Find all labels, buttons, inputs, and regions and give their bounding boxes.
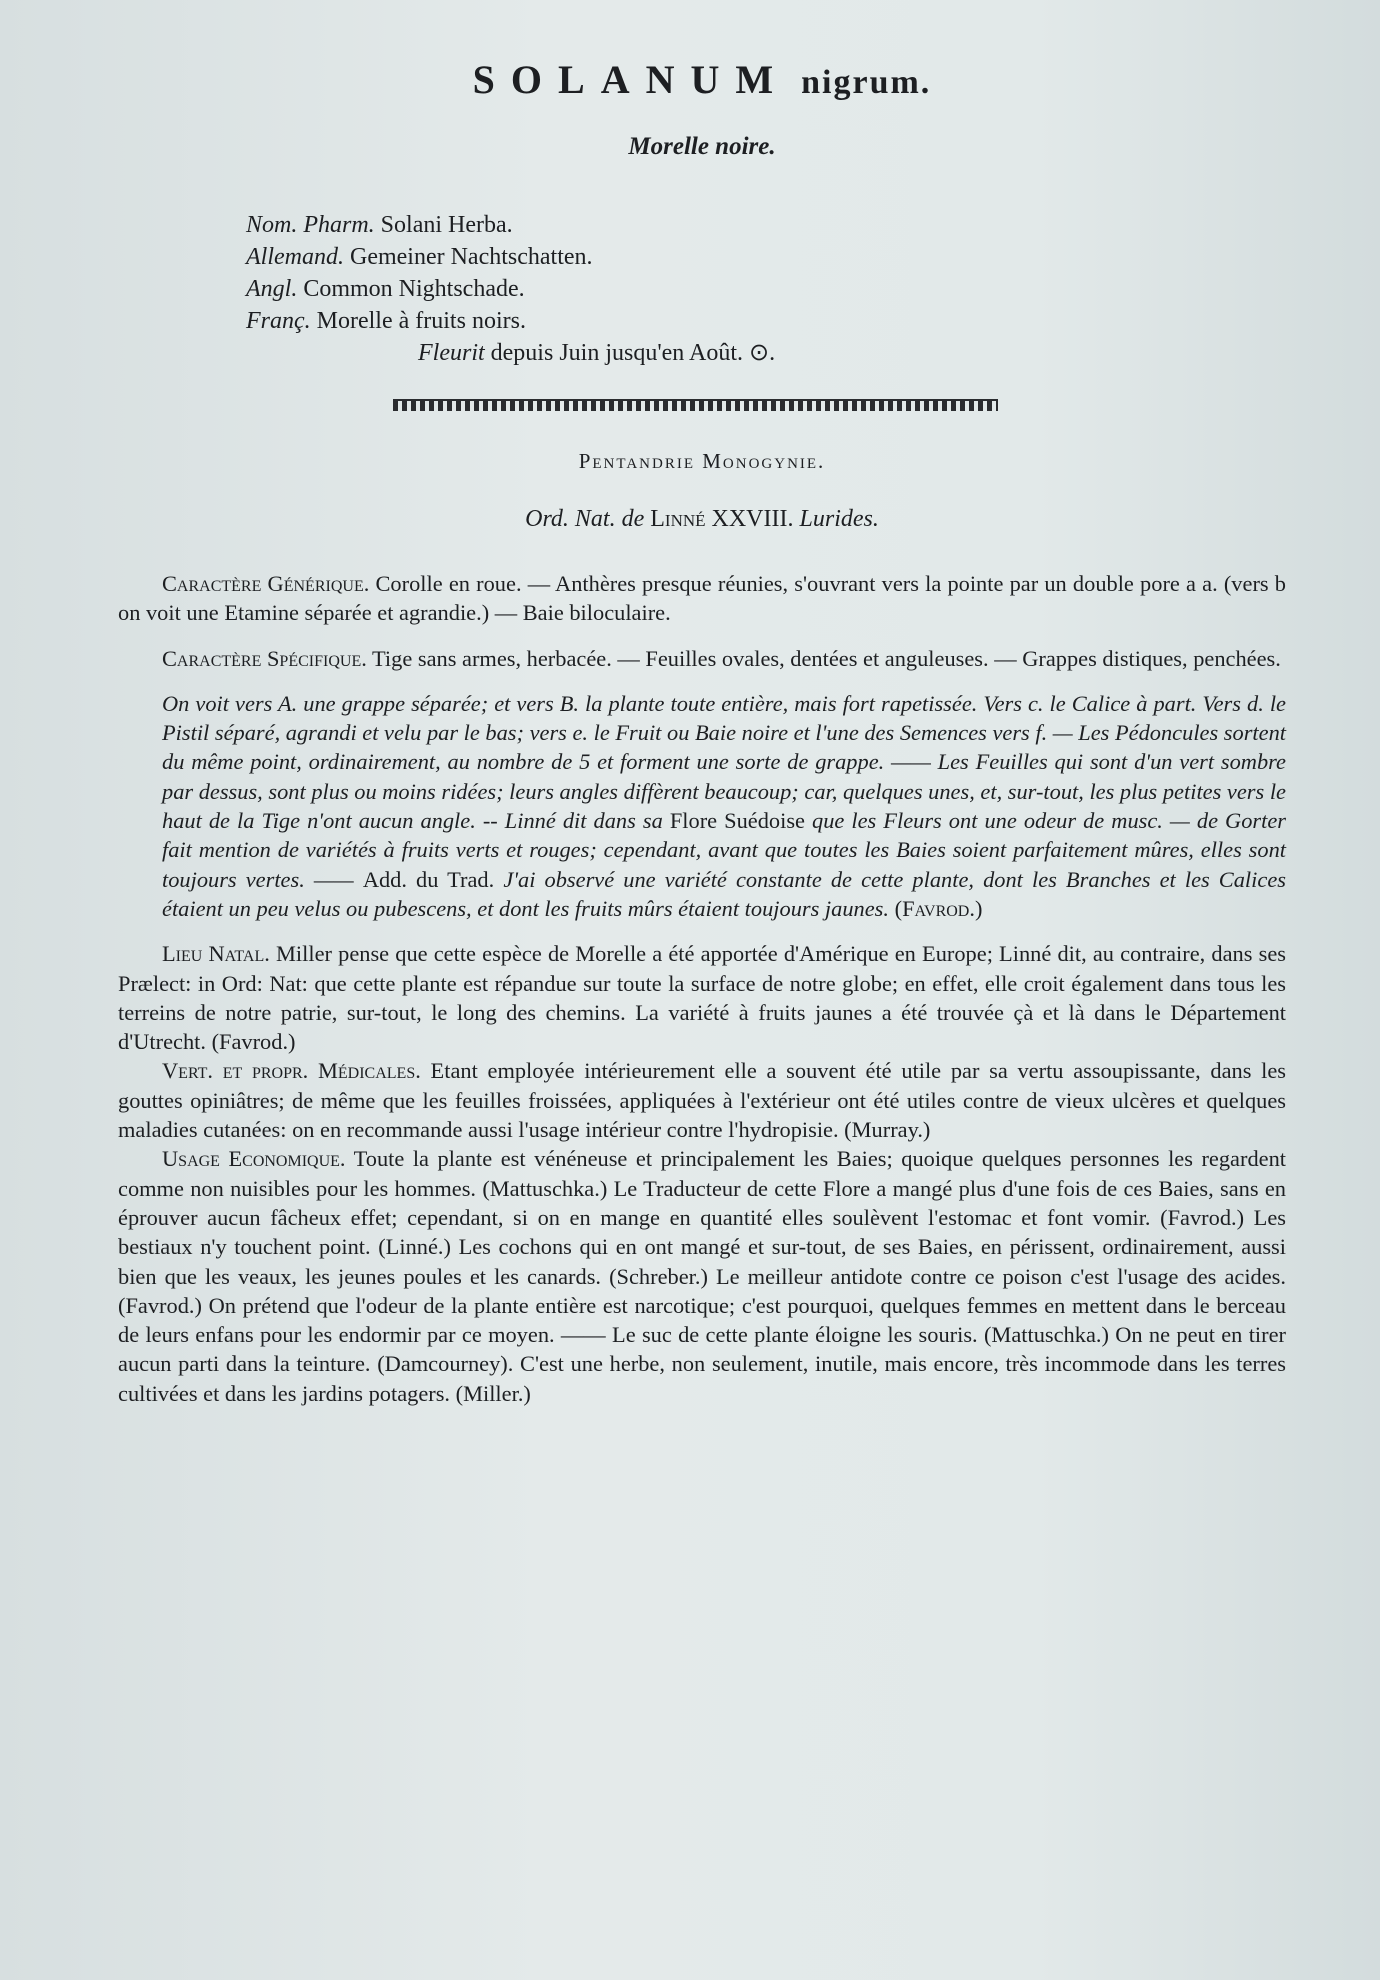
- description-part-2: Flore Suédoise: [669, 808, 805, 834]
- name-row-pharm: [246, 209, 1286, 241]
- title-genus: SOLANUM: [472, 57, 790, 102]
- description-part-6: (Favrod.): [894, 895, 983, 921]
- classification: Pentandrie Monogynie.: [578, 449, 826, 473]
- flowering-key: Fleurit: [418, 340, 485, 366]
- vert-label: Vert. et propr. Médicales.: [162, 1058, 421, 1084]
- plate-description: [162, 689, 1286, 923]
- name-value: Common Nightschade.: [303, 276, 525, 302]
- ord-nat-author: Linné: [650, 506, 706, 532]
- ornamental-divider: [393, 399, 998, 411]
- ord-nat-num: XXVIII.: [711, 506, 794, 532]
- vernacular-names: [246, 209, 1286, 369]
- specific-character: [118, 644, 1286, 673]
- description-part-3: que les Fleurs ont une odeur de musc. — de Gorter fait mention de variétés à fruits verts et rouges; cependant, avant que toutes les Baies soient parfaitement mûres, elles sont toujours vertes. ——: [162, 808, 1286, 892]
- description-part-5: J'ai observé une variété constante de cette plante, dont les Branches et les Calices étaient un peu velus ou pubescens, et dont les fruits mûrs étaient toujours jaunes.: [162, 866, 1286, 921]
- ord-nat-prefix: Ord. Nat. de: [525, 506, 645, 532]
- common-name: Morelle noire.: [628, 133, 776, 160]
- name-value: Morelle à fruits noirs.: [316, 308, 526, 334]
- generic-character: [118, 569, 1286, 628]
- specific-label: Caractère Spécifique.: [162, 645, 367, 671]
- vert-text: Etant employée intérieurement elle a souvent été utile par sa vertu assoupissante, dans les gouttes opiniâtres; de même que les feuilles froissées, appliquées à l'extérieur ont été utiles contre de vieux ulcères et quelques maladies cutanées: on en recommande aussi l'usage intérieur contre l'hydropisie. (Murray.): [118, 1058, 1287, 1143]
- natural-order: [118, 506, 1286, 533]
- generic-text: Corolle en roue. — Anthères presque réunies, s'ouvrant vers la pointe par un double pore a a. (vers b on voit une Etamine séparée et agrandie.) — Baie biloculaire.: [118, 571, 1286, 626]
- economic-usage: [118, 1144, 1286, 1408]
- name-key: Franç.: [246, 308, 311, 334]
- name-key: Nom. Pharm.: [246, 212, 375, 238]
- medical-virtues: [118, 1056, 1286, 1144]
- name-row-english: [246, 273, 1286, 305]
- title-species: nigrum.: [801, 64, 932, 101]
- flowering-value: depuis Juin jusqu'en Août. ⊙.: [490, 340, 776, 366]
- lieu-text: Miller pense que cette espèce de Morelle a été apportée d'Amérique en Europe; Linné dit, au contraire, dans ses Prælect: in Ord: Nat: que cette plante est répandue sur toute la surface de notre globe; en effet, elle croit également dans tous les terreins de notre patrie, sur-tout, le long des chemins. La variété à fruits jaunes a été trouvée çà et là dans le Département d'Utrecht. (Favrod.): [118, 941, 1286, 1055]
- lieu-label: Lieu Natal.: [162, 941, 270, 967]
- native-place: [118, 939, 1286, 1056]
- description-part-4: Add. du Trad.: [362, 866, 495, 892]
- name-row-german: [246, 241, 1286, 273]
- name-value: Solani Herba.: [380, 212, 513, 238]
- name-value: Gemeiner Nachtschatten.: [349, 244, 593, 270]
- usage-label: Usage Economique.: [162, 1146, 346, 1172]
- name-key: Angl.: [246, 276, 298, 302]
- page-title: [118, 56, 1286, 103]
- name-row-french: [246, 305, 1286, 337]
- usage-text: Toute la plante est vénéneuse et principalement les Baies; quoique quelques personnes les regardent comme non nuisibles pour les hommes. (Mattuschka.) Le Traducteur de cette Flore a mangé plus d'une fois de ces Baies, sans en éprouver aucun fâcheux effet; cependant, si on en mange en quantité elles soulèvent l'estomac et font vomir. (Favrod.) Les bestiaux n'y touchent point. (Linné.) Les cochons qui en ont mangé et sur-tout, de ses Baies, en périssent, ordinairement, aussi bien que les veaux, les jeunes poules et les canards. (Schreber.) Le meilleur antidote contre ce poison c'est l'usage des acides. (Favrod.) On prétend que l'odeur de la plante entière est narcotique; c'est pourquoi, quelques femmes en mettent dans le berceau de leurs enfans pour les endormir par ce moyen. —— Le suc de cette plante éloigne les souris. (Mattuschka.) On ne peut en tirer aucun parti dans la teinture. (Damcourney). C'est une herbe, non seulement, inutile, mais encore, très incommode dans les terres cultivées et dans les jardins potagers. (Miller.): [118, 1146, 1286, 1406]
- description-part-1: On voit vers A. une grappe séparée; et vers B. la plante toute entière, mais fort rapetissée. Vers c. le Calice à part. Vers d. le Pistil séparé, agrandi et velu par le bas; vers e. le Fruit ou Baie noire et l'une des Semences vers f. — Les Pédoncules sortent du même point, ordinairement, au nombre de 5 et forment une sorte de grappe. —— Les Feuilles qui sont d'un vert sombre par dessus, sont plus ou moins ridées; leurs angles diffèrent beaucoup; car, quelques unes, et, sur-tout, les plus petites vers le haut de la Tige n'ont aucun angle. -- Linné dit dans sa: [162, 690, 1286, 834]
- description-body: [118, 569, 1286, 1408]
- generic-label: Caractère Générique.: [162, 571, 370, 596]
- ord-nat-family: Lurides.: [799, 506, 879, 532]
- flowering-row: [418, 337, 1286, 369]
- specific-text: Tige sans armes, herbacée. — Feuilles ovales, dentées et anguleuses. — Grappes distiques, penchées.: [372, 645, 1281, 671]
- name-key: Allemand.: [246, 244, 344, 270]
